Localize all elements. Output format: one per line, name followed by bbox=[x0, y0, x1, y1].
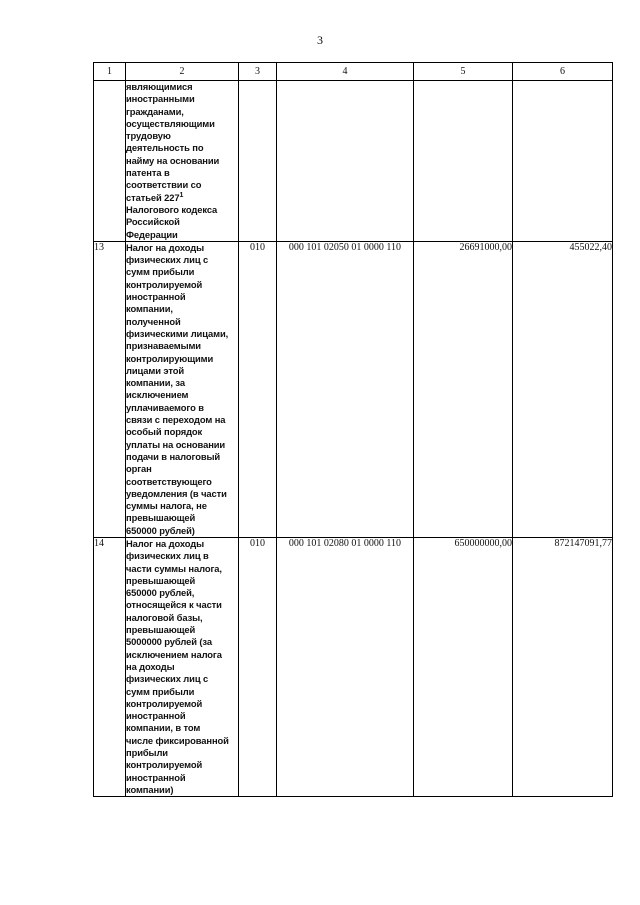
desc-line: контролирующими bbox=[126, 352, 214, 364]
header-col-4: 4 bbox=[277, 63, 414, 81]
desc-line: 5000000 рублей (за bbox=[126, 636, 212, 648]
desc-line: превышающей bbox=[126, 624, 196, 636]
desc-line: физических лиц в bbox=[126, 550, 209, 562]
desc-line: прибыли bbox=[126, 747, 168, 759]
desc-line: на доходы bbox=[126, 660, 175, 672]
row-description bbox=[126, 81, 239, 242]
page-number: 3 bbox=[317, 33, 323, 47]
desc-line: уплаты на основании bbox=[126, 438, 226, 450]
desc-line: 650000 рублей) bbox=[126, 524, 195, 536]
desc-line: контролируемой bbox=[126, 278, 203, 290]
row-actual-amount: 455022,40 bbox=[513, 241, 613, 537]
desc-line: соответствующего bbox=[126, 475, 212, 487]
row-kbk bbox=[277, 81, 414, 242]
desc-line: компании) bbox=[126, 783, 174, 795]
desc-line: физических лиц с bbox=[126, 673, 209, 685]
table-row-14 bbox=[94, 537, 613, 796]
row-code bbox=[239, 81, 277, 242]
desc-line: иностранной bbox=[126, 291, 186, 303]
desc-line: особый порядок bbox=[126, 426, 203, 438]
desc-line: осуществляющими bbox=[126, 117, 215, 129]
desc-line: лицами этой bbox=[126, 364, 185, 376]
article-reference: статьей 227 bbox=[126, 191, 180, 203]
row-kbk: 000 101 02080 01 0000 110 bbox=[277, 537, 414, 796]
table-row-continuation bbox=[94, 81, 613, 242]
desc-line: являющимися bbox=[126, 81, 193, 92]
desc-line: физических лиц с bbox=[126, 254, 209, 266]
desc-line: полученной bbox=[126, 315, 181, 327]
desc-line: гражданами, bbox=[126, 105, 184, 117]
row-code: 010 bbox=[239, 241, 277, 537]
desc-line: части суммы налога, bbox=[126, 562, 222, 574]
desc-line: исключением bbox=[126, 389, 189, 401]
row-planned-amount bbox=[414, 81, 513, 242]
header-col-6: 6 bbox=[513, 63, 613, 81]
desc-line: подачи в налоговый bbox=[126, 450, 221, 462]
desc-line: трудовую bbox=[126, 130, 171, 142]
desc-line: орган bbox=[126, 463, 152, 475]
header-col-5: 5 bbox=[414, 63, 513, 81]
table-row-13 bbox=[94, 241, 613, 537]
desc-line: Налогового кодекса bbox=[126, 203, 218, 215]
row-actual-amount: 872147091,77 bbox=[513, 537, 613, 796]
row-planned-amount: 650000000,00 bbox=[414, 537, 513, 796]
row-planned-amount: 26691000,00 bbox=[414, 241, 513, 537]
desc-line: найму на основании bbox=[126, 154, 220, 166]
desc-line: Российской bbox=[126, 216, 180, 228]
header-col-1: 1 bbox=[94, 63, 126, 81]
header-row bbox=[94, 63, 613, 81]
desc-line: превышающей bbox=[126, 512, 196, 524]
desc-line: Федерации bbox=[126, 228, 178, 240]
desc-line: патента в bbox=[126, 167, 170, 179]
desc-line: налоговой базы, bbox=[126, 611, 203, 623]
desc-line: сумм прибыли bbox=[126, 685, 195, 697]
desc-line: контролируемой bbox=[126, 697, 203, 709]
row-number: 14 bbox=[94, 537, 126, 796]
row-actual-amount bbox=[513, 81, 613, 242]
row-code: 010 bbox=[239, 537, 277, 796]
row-description bbox=[126, 537, 239, 796]
desc-line: иностранной bbox=[126, 710, 186, 722]
desc-line: физическими лицами, bbox=[126, 327, 229, 339]
desc-line: исключением налога bbox=[126, 648, 222, 660]
desc-line: компании, в том bbox=[126, 722, 201, 734]
desc-line: компании, за bbox=[126, 377, 185, 389]
desc-line: суммы налога, не bbox=[126, 500, 207, 512]
row-kbk: 000 101 02050 01 0000 110 bbox=[277, 241, 414, 537]
header-col-2: 2 bbox=[126, 63, 239, 81]
desc-line: признаваемыми bbox=[126, 340, 201, 352]
desc-line: контролируемой bbox=[126, 759, 203, 771]
header-col-3: 3 bbox=[239, 63, 277, 81]
row-number: 13 bbox=[94, 241, 126, 537]
desc-line: числе фиксированной bbox=[126, 734, 229, 746]
desc-line: соответствии со bbox=[126, 179, 202, 191]
desc-line: уплачиваемого в bbox=[126, 401, 204, 413]
desc-line: сумм прибыли bbox=[126, 266, 195, 278]
desc-line: Налог на доходы bbox=[126, 241, 205, 253]
budget-table bbox=[93, 62, 613, 797]
row-description bbox=[126, 241, 239, 537]
desc-line: уведомления (в части bbox=[126, 487, 227, 499]
row-number bbox=[94, 81, 126, 242]
desc-line: компании, bbox=[126, 303, 173, 315]
desc-line: 650000 рублей, bbox=[126, 587, 195, 599]
desc-line: превышающей bbox=[126, 574, 196, 586]
desc-line: связи с переходом на bbox=[126, 414, 226, 426]
article-superscript: 1 bbox=[179, 191, 184, 199]
desc-line: иностранными bbox=[126, 93, 195, 105]
desc-line: Налог на доходы bbox=[126, 537, 205, 549]
desc-line: относящейся к части bbox=[126, 599, 222, 611]
desc-line: деятельность по bbox=[126, 142, 204, 154]
desc-line: иностранной bbox=[126, 771, 186, 783]
desc-line bbox=[126, 192, 238, 204]
